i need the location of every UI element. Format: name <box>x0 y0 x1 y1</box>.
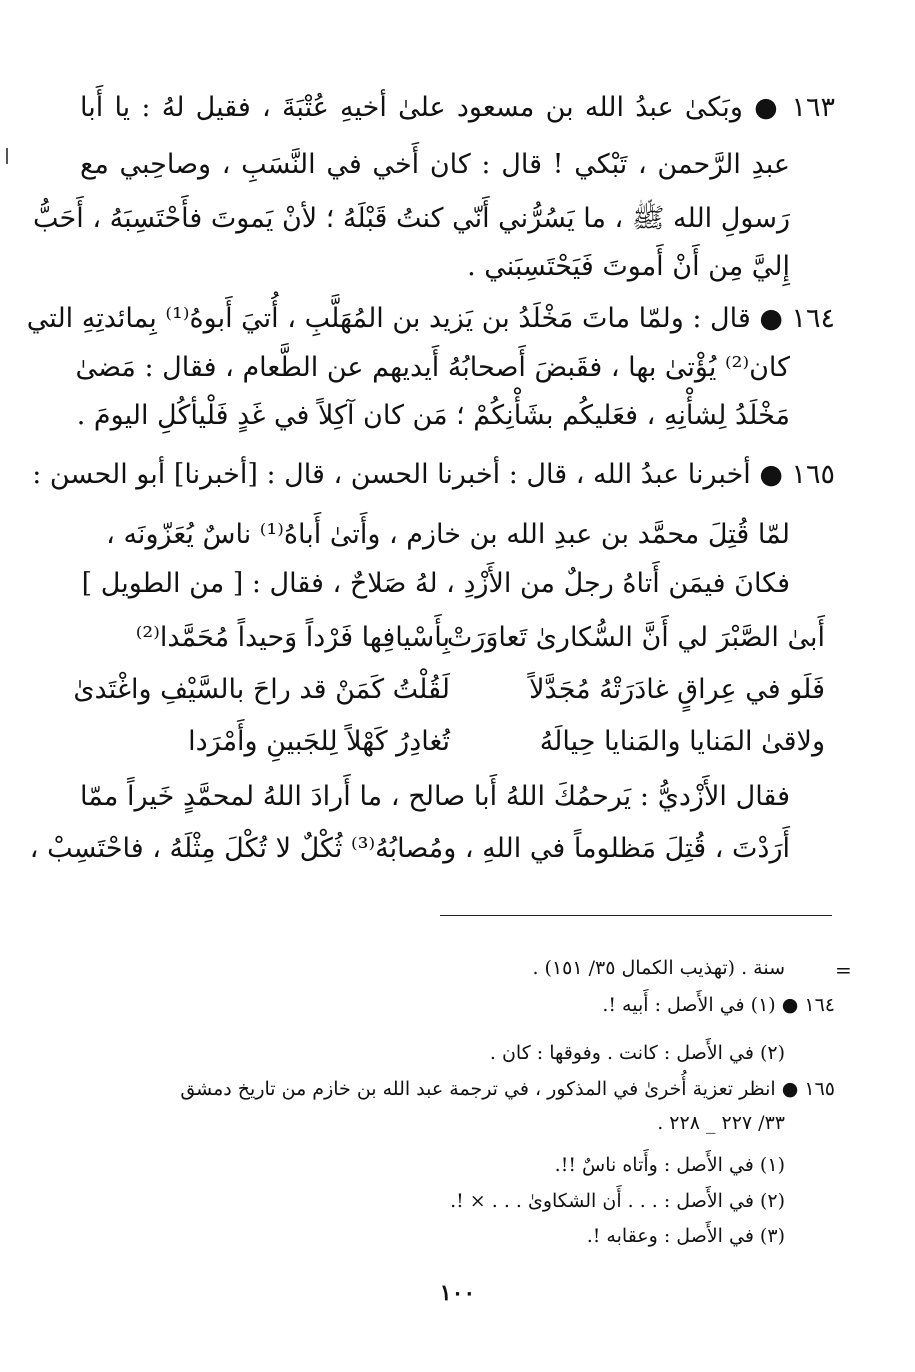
entry-165-line-2: لمّا قُتِلَ محمَّد بن عبدِ الله بن خازم ، وأَتىٰ أَباهُ⁽¹⁾ ناسٌ يُعَزّونَه ، <box>106 519 790 550</box>
footnote-continuation: سنة . (تهذيب الكمال ٣٥/ ١٥١) . <box>532 957 785 979</box>
footnote-165-intro-cont: ٣٣/ ٢٢٧ _ ٢٢٨ . <box>657 1112 785 1134</box>
entry-164-line-3: مَخْلَدُ لِشأْنِهِ ، فعَليكُم بشَأْنِكُمْ ؛ مَن كان آكِلاً في غَدٍ فَلْيأكُلِ اليومَ . <box>76 400 790 431</box>
entry-164-line-1: ١٦٤ ● قال : ولمّا ماتَ مَخْلَدُ بن يَزيد بن المُهَلَّبِ ، أُتيَ أَبوهُ⁽¹⁾ بِمائدتِهِ التي <box>26 303 835 334</box>
entry-165-after-line-2: أَرَدْتَ ، قُتِلَ مَظلوماً في اللهِ ، ومُصابُهُ⁽³⁾ ثُكْلٌ لا تُكْلَ مِثْلَهُ ، فاحْتَسِبْ ، <box>29 833 790 864</box>
verse-row <box>95 720 825 764</box>
verse-first-hemistich: ولاقىٰ المَنايا والمَنايا حِيالَهُ <box>539 726 825 757</box>
entry-165-line-3: فكانَ فيمَن أَتاهُ رجلٌ من الأَزْدِ ، لهُ صَلاحٌ ، فقال : [ من الطويل ] <box>81 568 790 599</box>
verse-second-hemistich: بِأَسْيافِها فَرْداً وَحيداً مُحَمَّدا⁽²⁾ <box>135 622 450 653</box>
verse-first-hemistich: فَلَو في عِراقٍ غادَرَتْهُ مُجَدَّلاً <box>529 674 825 705</box>
footnote-165-3: (٣) في الأَصل : وعقابه !. <box>586 1225 785 1247</box>
page-number: ١٠٠ <box>439 1280 476 1306</box>
entry-165-line-1: ١٦٥ ● أخبرنا عبدُ الله ، قال : أخبرنا الحسن ، قال : [أخبرنا] أبو الحسن : <box>32 459 835 490</box>
entry-164-line-2: كان⁽²⁾ يُؤْتىٰ بها ، فقَبضَ أَصحابُهُ أَيديهم عن الطَّعام ، فقال : مَضىٰ <box>75 352 790 383</box>
footnote-165-intro: ١٦٥ ● انظر تعزية أُخرىٰ في المذكور ، في ترجمة عبد الله بن خازم من تاريخ دمشق <box>180 1078 835 1100</box>
verse-row <box>73 668 825 712</box>
entry-163-line-4: إِليَّ مِن أَنْ أَموتَ فَيَحْتَسِبَني . <box>467 251 790 282</box>
entry-165-after-line-1: فقال الأَزْديُّ : يَرحمُكَ اللهُ أَبا صالح ، ما أَرادَ اللهُ لمحمَّدٍ خَيراً ممّا <box>80 781 790 812</box>
entry-163-line-3: رَسولِ الله ﷺ ، ما يَسُرُّني أَنّي كنتُ قَبْلَهُ ؛ لأنْ يَموتَ فأَحْتَسِبَهُ ، أَحَبُّ <box>33 203 790 234</box>
footnote-continuation-mark: = <box>835 958 852 982</box>
verse-first-hemistich: أَبىٰ الصَّبْرَ لي أَنَّ السُّكارىٰ تَعاوَرَتْ <box>446 622 825 653</box>
entry-163-line-1: ١٦٣ ● وبَكىٰ عبدُ الله بن مسعود علىٰ أخيهِ عُتْبَةَ ، فقيل لهُ : يا أَبا <box>80 92 835 123</box>
footnote-165-2: (٢) في الأَصل : . . . أَن الشكاوىٰ . . . × !. <box>450 1190 785 1212</box>
verse-second-hemistich: تُغادِرُ كَهْلاً لِلجَبينِ وأَمْرَدا <box>188 726 450 757</box>
entry-163-line-2: عبدِ الرَّحمن ، تَبْكي ! قال : كان أَخي في النَّسَبِ ، وصاحِبي مع <box>80 149 790 180</box>
footnote-164-2: (٢) في الأَصل : كانت . وفوقها : كان . <box>489 1042 785 1064</box>
footnote-divider <box>440 915 832 916</box>
margin-mark <box>6 148 8 164</box>
verse-row <box>95 616 825 660</box>
footnote-164-1: ١٦٤ ● (١) في الأَصل : أَبيه !. <box>602 994 835 1016</box>
footnote-165-1: (١) في الأَصل : وأَتاه ناسٌ !!. <box>554 1154 785 1176</box>
verse-second-hemistich: لَقُلْتُ كَمَنْ قد راحَ بالسَّيْفِ واغْتَدىٰ <box>73 674 450 705</box>
